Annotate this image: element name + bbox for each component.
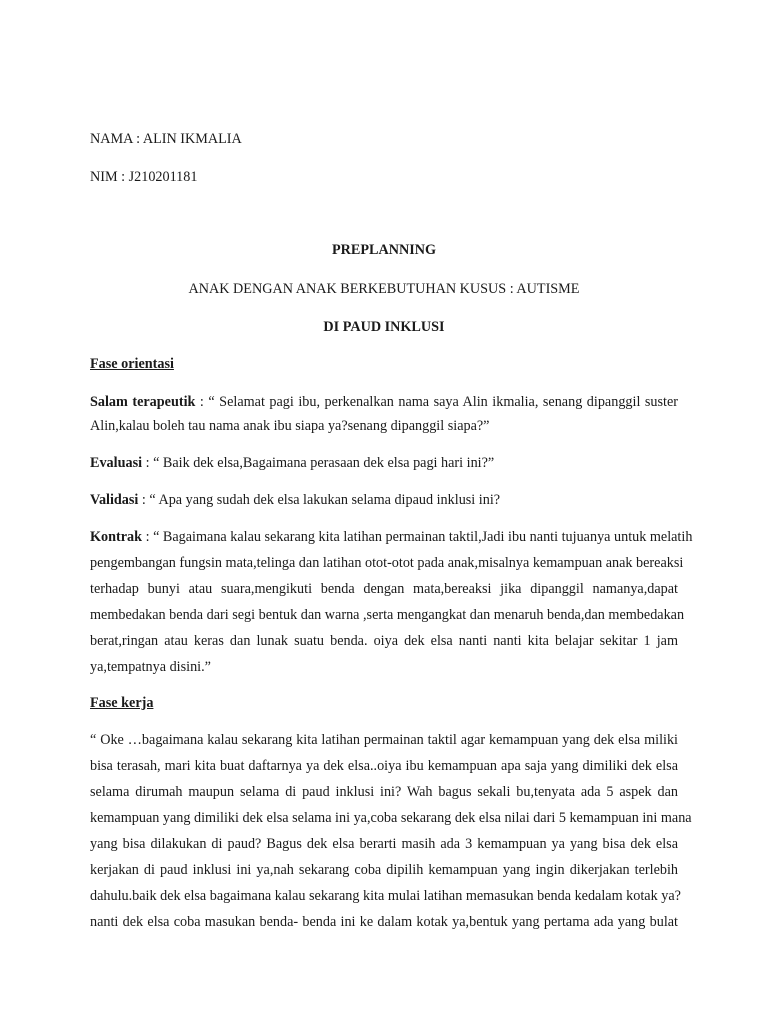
label-validasi: Validasi [90, 492, 139, 508]
title-location: DI PAUD INKLUSI [323, 319, 445, 335]
paragraph-kontrak-line-1 [90, 529, 693, 545]
paragraph-kerja-line-5: yang bisa dilakukan di paud? Bagus dek elsa berarti masih ada 3 kemampuan ya yang bisa dek elsa [90, 836, 678, 852]
label-evaluasi: Evaluasi [90, 455, 143, 471]
paragraph-kerja-line-7: dahulu.baik dek elsa bagaimana kalau sekarang kita mulai latihan memasukan benda kedalam kotak ya? [90, 888, 681, 904]
heading-fase-orientasi: Fase orientasi [90, 356, 174, 372]
paragraph-kerja-line-8: nanti dek elsa coba masukan benda- benda ini ke dalam kotak ya,bentuk yang pertama ada yang bulat [90, 914, 678, 930]
student-nim: NIM : J210201181 [90, 169, 198, 185]
paragraph-kontrak-line-3: terhadap bunyi atau suara,mengikuti benda dengan mata,bereaksi jika dipanggil namanya,dapat [90, 581, 678, 597]
paragraph-kerja-line-1: “ Oke …bagaimana kalau sekarang kita latihan permainan taktil agar kemampuan yang dek elsa miliki [90, 732, 678, 748]
validasi-text: : “ Apa yang sudah dek elsa lakukan selama dipaud inklusi ini? [138, 492, 501, 508]
evaluasi-text: : “ Baik dek elsa,Bagaimana perasaan dek elsa pagi hari ini?” [142, 455, 495, 471]
paragraph-kerja-line-2: bisa terasah, mari kita buat daftarnya ya dek elsa..oiya ibu kemampuan apa saja yang dimiliki dek elsa [90, 758, 678, 774]
label-salam-terapeutik: Salam terapeutik [90, 394, 196, 410]
paragraph-salam-line-2: Alin,kalau boleh tau nama anak ibu siapa ya?senang dipanggil siapa?” [90, 418, 490, 434]
paragraph-salam-line-1 [90, 394, 678, 410]
paragraph-kontrak-line-5: berat,ringan atau keras dan lunak suatu benda. oiya dek elsa nanti nanti kita belajar sekitar 1 jam [90, 633, 678, 649]
paragraph-evaluasi [90, 455, 494, 471]
paragraph-kerja-line-6: kerjakan di paud inklusi ini ya,nah sekarang coba dipilih kemampuan yang ingin dikerjakan terlebih [90, 862, 678, 878]
paragraph-kerja-line-4: kemampuan yang dimiliki dek elsa selama ini ya,coba sekarang dek elsa nilai dari 5 kemampuan ini mana [90, 810, 692, 826]
paragraph-kontrak-line-6: ya,tempatnya disini.” [90, 659, 211, 675]
kontrak-text-1: : “ Bagaimana kalau sekarang kita latihan permainan taktil,Jadi ibu nanti tujuanya untuk melatih [142, 529, 693, 545]
student-name: NAMA : ALIN IKMALIA [90, 131, 242, 147]
paragraph-kontrak-line-2: pengembangan fungsin mata,telinga dan latihan otot-otot pada anak,misalnya kemampuan anak bereaksi [90, 555, 684, 571]
title-preplanning: PREPLANNING [331, 242, 437, 258]
label-kontrak: Kontrak [90, 529, 143, 545]
heading-fase-kerja: Fase kerja [90, 695, 154, 711]
paragraph-kerja-line-3: selama dirumah maupun selama di paud inklusi ini? Wah bagus sekali bu,tenyata ada 5 aspek dan [90, 784, 678, 800]
salam-text-1: : “ Selamat pagi ibu, perkenalkan nama saya Alin ikmalia, senang dipanggil suster [195, 394, 679, 410]
title-subject: ANAK DENGAN ANAK BERKEBUTUHAN KUSUS : AUTISME [188, 281, 580, 297]
paragraph-kontrak-line-4: membedakan benda dari segi bentuk dan warna ,serta mengangkat dan menaruh benda,dan membedakan [90, 607, 685, 623]
paragraph-validasi [90, 492, 500, 508]
